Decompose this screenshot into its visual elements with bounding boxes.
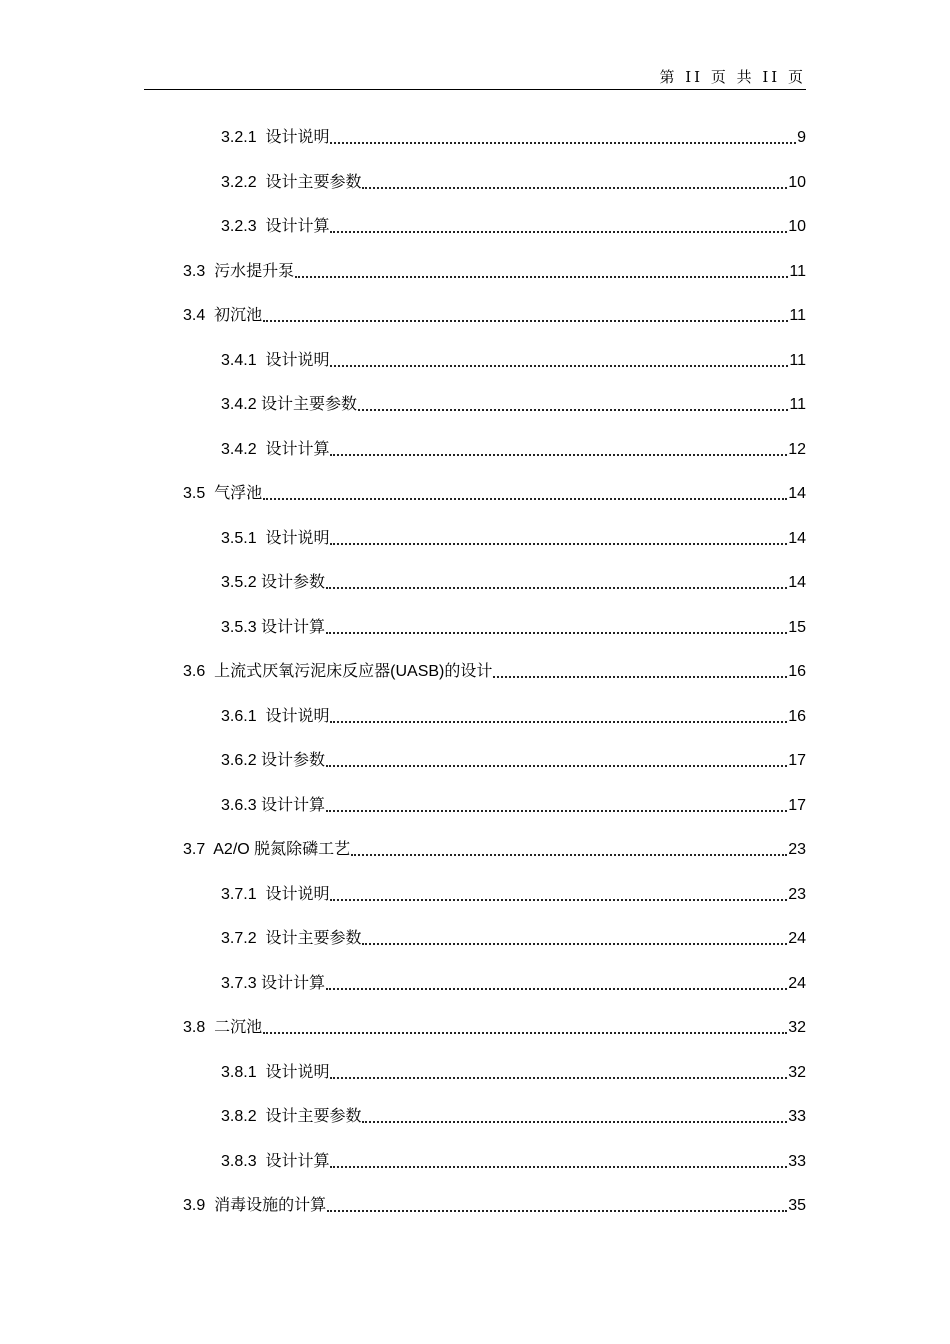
toc-dot-leader (330, 231, 787, 233)
toc-entry[interactable] (221, 793, 806, 817)
toc-entry-label: 3.8.3 设计计算 (221, 1153, 330, 1170)
toc-entry-page-number: 16 (788, 708, 806, 725)
toc-entry[interactable] (221, 392, 806, 416)
toc-dot-leader (326, 988, 787, 990)
toc-entry[interactable] (221, 348, 806, 372)
toc-entry[interactable] (183, 481, 806, 505)
toc-dot-leader (327, 1210, 787, 1212)
toc-dot-leader (326, 810, 787, 812)
toc-dot-leader (358, 409, 788, 411)
toc-entry[interactable] (221, 214, 806, 238)
toc-entry-label: 3.9 消毒设施的计算 (183, 1197, 327, 1214)
toc-entry-label: 3.7.2 设计主要参数 (221, 930, 362, 947)
page-header: 第 II 页 共 II 页 (659, 68, 806, 86)
toc-entry[interactable] (221, 170, 806, 194)
toc-entry[interactable] (183, 259, 806, 283)
toc-entry-label: 3.5.2 设计参数 (221, 574, 326, 591)
toc-entry[interactable] (221, 1149, 806, 1173)
toc-dot-leader (330, 142, 796, 144)
toc-entry[interactable] (221, 1060, 806, 1084)
toc-entry-label: 3.4.1 设计说明 (221, 352, 330, 369)
toc-dot-leader (330, 1077, 787, 1079)
toc-dot-leader (330, 1166, 787, 1168)
toc-dot-leader (326, 632, 787, 634)
toc-entry-page-number: 11 (789, 263, 806, 280)
toc-dot-leader (362, 187, 787, 189)
toc-entry-label: 3.7.1 设计说明 (221, 886, 330, 903)
toc-entry-page-number: 17 (788, 797, 806, 814)
toc-dot-leader (263, 1032, 787, 1034)
toc-entry-page-number: 24 (788, 975, 806, 992)
toc-entry-page-number: 10 (788, 174, 806, 191)
toc-dot-leader (326, 765, 787, 767)
toc-entry-label: 3.5.1 设计说明 (221, 530, 330, 547)
toc-entry[interactable] (183, 303, 806, 327)
toc-entry-label: 3.5 气浮池 (183, 485, 263, 502)
toc-entry-page-number: 24 (788, 930, 806, 947)
toc-entry-label: 3.4 初沉池 (183, 307, 263, 324)
toc-entry-page-number: 14 (788, 485, 806, 502)
toc-entry-page-number: 9 (797, 129, 806, 146)
toc-entry[interactable] (221, 882, 806, 906)
toc-entry-page-number: 11 (789, 396, 806, 413)
toc-entry-label: 3.7 A2/O 脱氮除磷工艺 (183, 841, 351, 858)
toc-entry-page-number: 35 (788, 1197, 806, 1214)
toc-dot-leader (351, 854, 787, 856)
toc-entry-page-number: 10 (788, 218, 806, 235)
toc-entry[interactable] (221, 1104, 806, 1128)
toc-entry-page-number: 14 (788, 574, 806, 591)
toc-entry-label: 3.2.2 设计主要参数 (221, 174, 362, 191)
toc-entry-label: 3.4.2 设计主要参数 (221, 396, 358, 413)
toc-entry[interactable] (221, 926, 806, 950)
toc-entry-label: 3.7.3 设计计算 (221, 975, 326, 992)
toc-entry[interactable] (221, 526, 806, 550)
toc-entry[interactable] (221, 615, 806, 639)
toc-entry-page-number: 11 (789, 307, 806, 324)
toc-entry-page-number: 33 (788, 1153, 806, 1170)
toc-entry-label: 3.8.2 设计主要参数 (221, 1108, 362, 1125)
toc-entry[interactable] (183, 1015, 806, 1039)
toc-entry[interactable] (183, 659, 806, 683)
toc-entry-label: 3.2.3 设计计算 (221, 218, 330, 235)
toc-dot-leader (263, 320, 788, 322)
toc-entry-label: 3.6.2 设计参数 (221, 752, 326, 769)
toc-dot-leader (330, 454, 787, 456)
toc-entry-page-number: 33 (788, 1108, 806, 1125)
toc-entry[interactable] (221, 971, 806, 995)
toc-entry-label: 3.8.1 设计说明 (221, 1064, 330, 1081)
toc-dot-leader (362, 943, 787, 945)
toc-entry-page-number: 12 (788, 441, 806, 458)
toc-entry-page-number: 23 (788, 841, 806, 858)
toc-entry[interactable] (221, 748, 806, 772)
toc-entry-label: 3.6 上流式厌氧污泥床反应器(UASB)的设计 (183, 663, 493, 680)
toc-entry-label: 3.2.1 设计说明 (221, 129, 330, 146)
toc-entry-label: 3.6.3 设计计算 (221, 797, 326, 814)
toc-dot-leader (493, 676, 787, 678)
toc-entry[interactable] (221, 125, 806, 149)
toc-entry-label: 3.3 污水提升泵 (183, 263, 295, 280)
toc-entry-page-number: 16 (788, 663, 806, 680)
toc-entry[interactable] (183, 1193, 806, 1217)
toc-entry-page-number: 15 (788, 619, 806, 636)
toc-entry-label: 3.5.3 设计计算 (221, 619, 326, 636)
toc-entry-page-number: 23 (788, 886, 806, 903)
toc-dot-leader (326, 587, 787, 589)
toc-entry[interactable] (221, 704, 806, 728)
toc-entry[interactable] (221, 570, 806, 594)
toc-dot-leader (330, 899, 787, 901)
toc-entry-label: 3.8 二沉池 (183, 1019, 263, 1036)
toc-entry-page-number: 14 (788, 530, 806, 547)
toc-dot-leader (362, 1121, 787, 1123)
toc-entry[interactable] (221, 437, 806, 461)
toc-dot-leader (263, 498, 787, 500)
toc-dot-leader (330, 721, 787, 723)
toc-dot-leader (295, 276, 788, 278)
toc-entry-label: 3.6.1 设计说明 (221, 708, 330, 725)
toc-entry-page-number: 32 (788, 1064, 806, 1081)
toc-dot-leader (330, 365, 788, 367)
toc-dot-leader (330, 543, 787, 545)
toc-entry-page-number: 17 (788, 752, 806, 769)
toc-entry-page-number: 32 (788, 1019, 806, 1036)
toc-entry[interactable] (183, 837, 806, 861)
toc-entry-label: 3.4.2 设计计算 (221, 441, 330, 458)
toc-entry-page-number: 11 (789, 352, 806, 369)
